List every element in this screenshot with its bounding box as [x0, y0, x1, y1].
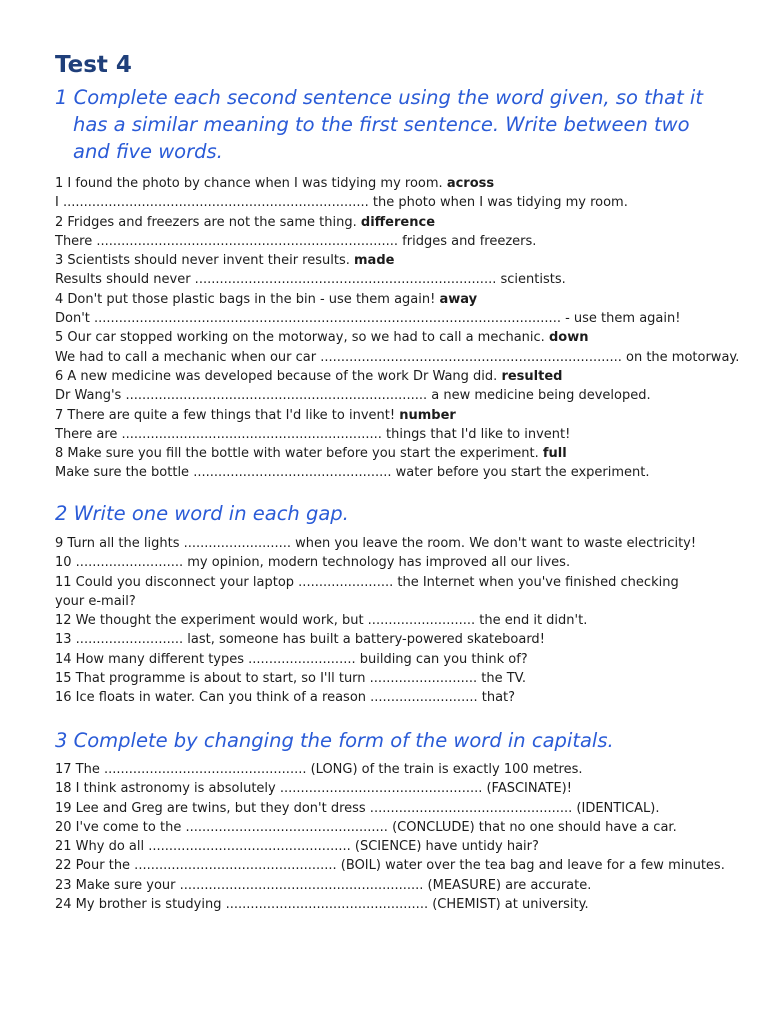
gap-item-15: 15 That programme is about to start, so I'll turn .......................... the TV.: [55, 671, 526, 687]
item-3-keyword: made: [354, 253, 395, 269]
word-form-item-22: 22 Pour the ................................................. (BOIL) water over the tea bag and leave for a few minutes.: [55, 858, 725, 874]
item-3-answer-line: Results should never ......................................................................... scientists.: [55, 272, 566, 288]
item-3-prompt: [55, 251, 725, 270]
item-2-answer-line: There ......................................................................... fridges and freezers.: [55, 233, 537, 249]
gap-item-10: 10 .......................... my opinion, modern technology has improved all our lives.: [55, 555, 571, 571]
item-7-keyword: number: [399, 407, 456, 423]
item-5-prompt: [55, 328, 725, 347]
section-1-heading-line-3: and five words.: [73, 140, 223, 163]
item-4-sentence: 4 Don't put those plastic bags in the bin - use them again!: [55, 291, 436, 307]
section-3-heading: 3 Complete by changing the form of the word in capitals.: [55, 729, 614, 752]
item-8-prompt: [55, 444, 725, 463]
gap-item-14: 14 How many different types .......................... building can you think of?: [55, 651, 528, 667]
word-form-item-20: 20 I've come to the ................................................. (CONCLUDE) that no one should have a car.: [55, 819, 677, 835]
item-1-answer-line: I .......................................................................... the photo when I was tidying my room.: [55, 195, 628, 211]
section-3-items: [55, 760, 725, 914]
item-1-sentence: 1 I found the photo by chance when I was tidying my room.: [55, 176, 443, 191]
section-2-items: [55, 534, 725, 708]
item-5-sentence: 5 Our car stopped working on the motorway, so we had to call a mechanic.: [55, 330, 545, 346]
section-1-heading-line-1: Complete each second sentence using the word given, so that it: [73, 86, 703, 109]
section-1-heading-text: [55, 84, 725, 165]
item-4-prompt: [55, 290, 725, 309]
page-title: Test 4: [55, 52, 132, 78]
item-8-keyword: full: [542, 446, 567, 462]
item-7-prompt: [55, 406, 725, 425]
item-5-keyword: down: [548, 330, 589, 346]
item-5-answer-line: We had to call a mechanic when our car ......................................................................... on the motorway.: [55, 349, 740, 365]
item-2-sentence: 2 Fridges and freezers are not the same thing.: [55, 214, 357, 230]
section-1-heading-line-2: has a similar meaning to the first sentence. Write between two: [73, 113, 690, 136]
word-form-item-19: 19 Lee and Greg are twins, but they don't dress ................................................. (IDENTICAL).: [55, 800, 660, 816]
gap-item-9: 9 Turn all the lights .......................... when you leave the room. We don't want to waste electricity!: [55, 536, 697, 551]
item-2-prompt: [55, 213, 725, 232]
word-form-item-18: 18 I think astronomy is absolutely ................................................. (FASCINATE)!: [55, 781, 572, 797]
gap-item-11: 11 Could you disconnect your laptop ....................... the Internet when you've finished checking: [55, 574, 679, 590]
gap-item-16: 16 Ice floats in water. Can you think of a reason .......................... that?: [55, 690, 516, 706]
item-3-sentence: 3 Scientists should never invent their results.: [55, 253, 350, 269]
word-form-item-21: 21 Why do all ................................................. (SCIENCE) have untidy hair?: [55, 839, 539, 855]
item-1-keyword: across: [446, 176, 495, 191]
item-4-keyword: away: [439, 291, 478, 307]
word-form-item-24: 24 My brother is studying ................................................. (CHEMIST) at university.: [55, 897, 589, 913]
item-6-sentence: 6 A new medicine was developed because of the work Dr Wang did.: [55, 368, 498, 384]
section-1-heading: [55, 84, 725, 165]
item-6-prompt: [55, 367, 725, 386]
item-8-answer-line: Make sure the bottle ................................................ water before you start the experiment.: [55, 465, 650, 481]
item-2-keyword: difference: [360, 214, 436, 230]
item-6-keyword: resulted: [501, 368, 563, 384]
section-2-heading: 2 Write one word in each gap.: [55, 502, 349, 525]
word-form-item-23: 23 Make sure your ........................................................... (MEASURE) are accurate.: [55, 877, 592, 893]
word-form-item-17: 17 The ................................................. (LONG) of the train is exactly 100 metres.: [55, 762, 583, 777]
item-7-sentence: 7 There are quite a few things that I'd like to invent!: [55, 407, 396, 423]
item-6-answer-line: Dr Wang's ......................................................................... a new medicine being developed.: [55, 388, 651, 404]
item-8-sentence: 8 Make sure you fill the bottle with water before you start the experiment.: [55, 446, 539, 462]
gap-item-12: 12 We thought the experiment would work, but .......................... the end it didn't.: [55, 613, 588, 629]
item-7-answer-line: There are ............................................................... things that I'd like to invent!: [55, 426, 571, 442]
gap-item-13: 13 .......................... last, someone has built a battery-powered skateboard!: [55, 632, 545, 648]
section-1-items: [55, 174, 740, 483]
item-1-prompt: [55, 174, 725, 193]
section-1-number: 1: [55, 86, 68, 109]
item-4-answer-line: Don't ................................................................................................................. - use them again!: [55, 311, 681, 327]
gap-item-11-continued: your e-mail?: [55, 593, 136, 609]
